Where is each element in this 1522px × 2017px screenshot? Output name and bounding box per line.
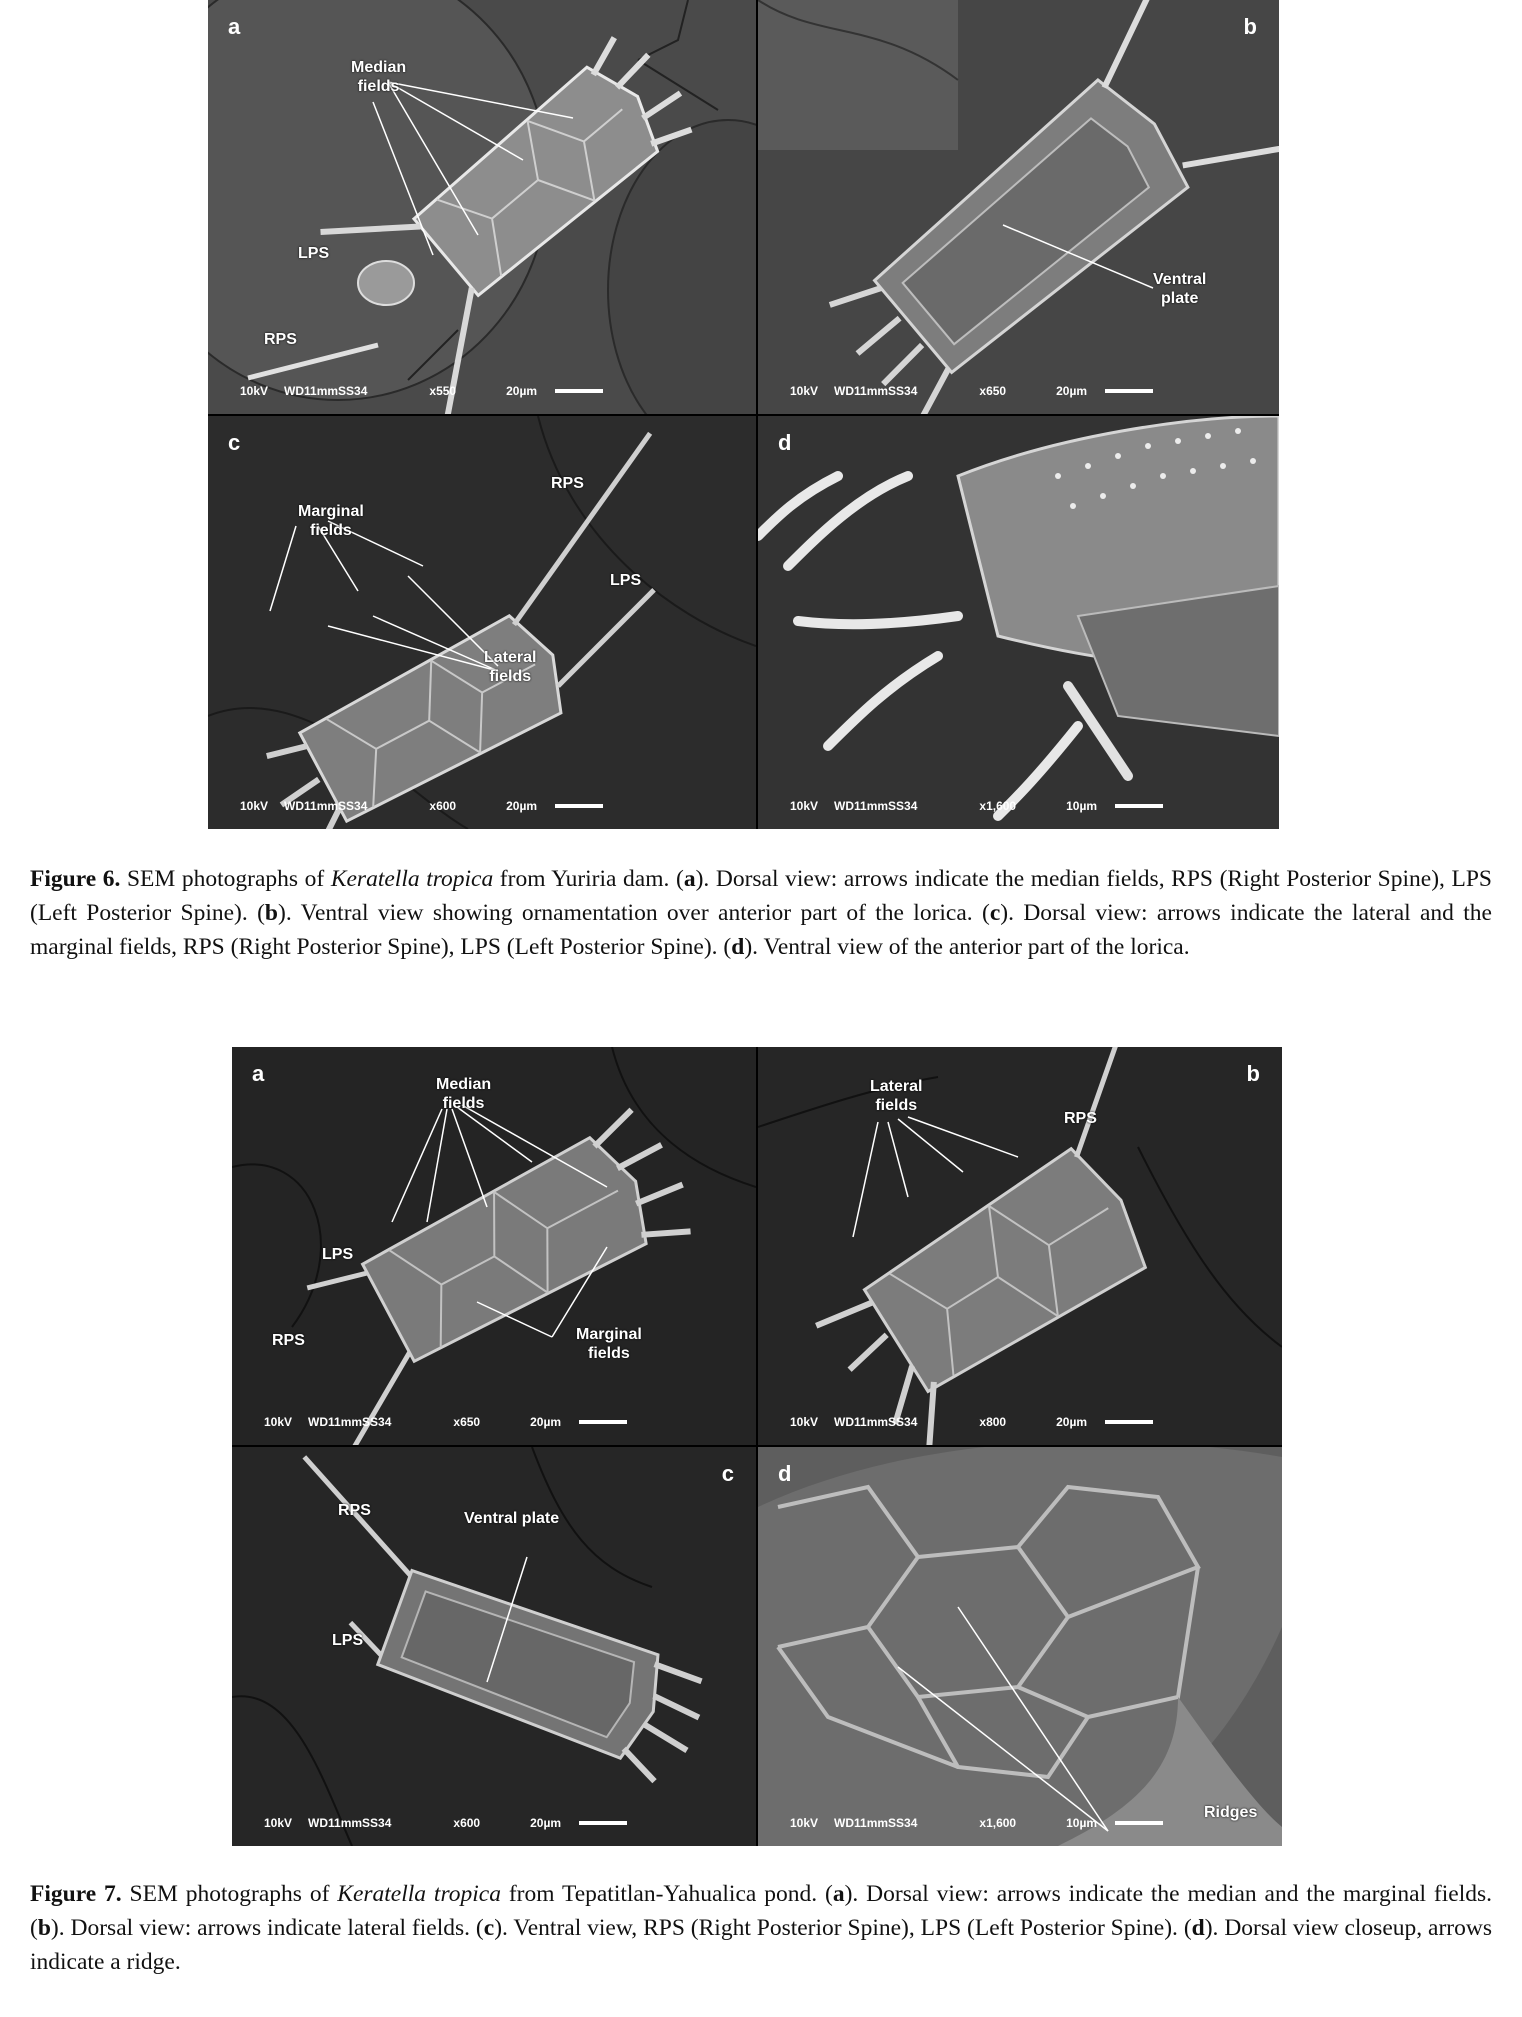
figure-label: Figure 6. <box>30 866 121 892</box>
voltage-text: 10kV <box>264 1415 293 1429</box>
panel-letter: d <box>778 1461 792 1486</box>
label-lateral-fields: Lateral fields <box>870 1078 923 1114</box>
caption-text: from Yuriria dam. ( <box>493 866 684 892</box>
panel-letter: a <box>228 14 241 39</box>
scale-info-bar <box>240 384 716 398</box>
label-ventral-plate: Ventral plate <box>464 1510 560 1527</box>
working-distance-text: WD11mmSS34 <box>834 1816 918 1830</box>
scale-length-text: 20µm <box>1056 1415 1088 1429</box>
panel-ref-a: a <box>683 866 696 892</box>
sem-image-dorsal-lorica-lateral <box>208 416 756 829</box>
sem-image-dorsal-lateral <box>758 1047 1282 1445</box>
label-marginal-fields: Marginal fields <box>298 503 364 539</box>
magnification-text: x800 <box>979 1415 1007 1429</box>
sem-image-ventral-lorica <box>758 0 1279 414</box>
caption-text: ). Dorsal view: arrows indicate the median fields, RPS (Right Posterior Spine), LPS (Left Posterior Spine). ( <box>30 866 1492 926</box>
voltage-text: 10kV <box>240 799 269 813</box>
voltage-text: 10kV <box>790 384 819 398</box>
sem-image-dorsal-lorica <box>208 0 756 414</box>
panel-letter: c <box>228 430 241 455</box>
caption-text: ). Dorsal view closeup, arrows indicate a ridge. <box>30 1915 1492 1975</box>
panel-letter: c <box>721 1461 734 1486</box>
label-ridges: Ridges <box>1204 1804 1258 1821</box>
scale-length-text: 20µm <box>506 384 538 398</box>
figure-7-panel-d <box>758 1447 1282 1846</box>
figure-7-panel-a <box>232 1047 756 1445</box>
label-lps: LPS <box>610 572 642 589</box>
scale-length-text: 20µm <box>1056 384 1088 398</box>
figure-6-sem-grid <box>208 0 1279 829</box>
label-rps: RPS <box>1064 1110 1097 1127</box>
voltage-text: 10kV <box>790 1816 819 1830</box>
caption-text: SEM photographs of <box>121 1881 338 1907</box>
label-lps: LPS <box>332 1632 364 1649</box>
panel-letter: a <box>252 1061 265 1086</box>
scale-length-text: 20µm <box>506 799 538 813</box>
caption-text: ). Dorsal view: arrows indicate the lateral and the marginal fields, RPS (Right Posterior Spine), LPS (Left Posterior Spine). ( <box>30 900 1492 960</box>
voltage-text: 10kV <box>240 384 269 398</box>
magnification-text: x650 <box>979 384 1007 398</box>
scale-bar <box>555 804 603 808</box>
working-distance-text: WD11mmSS34 <box>308 1415 392 1429</box>
magnification-text: x650 <box>453 1415 481 1429</box>
magnification-text: x1,600 <box>979 1816 1017 1830</box>
figure-7-sem-grid <box>232 1047 1282 1846</box>
working-distance-text: WD11mmSS34 <box>834 1415 918 1429</box>
label-lps: LPS <box>322 1246 354 1263</box>
label-lps: LPS <box>298 245 330 262</box>
scale-info-bar <box>264 1816 716 1830</box>
panel-ref-c: c <box>989 900 1001 926</box>
panel-letter: b <box>1246 1061 1260 1086</box>
label-rps: RPS <box>551 475 584 492</box>
label-rps: RPS <box>338 1502 371 1519</box>
sem-image-anterior-closeup <box>758 416 1279 829</box>
sem-image-dorsal-median-marginal <box>232 1047 756 1445</box>
magnification-text: x1,600 <box>979 799 1017 813</box>
scale-info-bar <box>790 384 1239 398</box>
working-distance-text: WD11mmSS34 <box>284 799 368 813</box>
panel-ref-b: b <box>37 1915 51 1941</box>
label-marginal-fields: Marginal fields <box>576 1326 642 1362</box>
magnification-text: x600 <box>429 799 457 813</box>
figure-6-panel-d <box>758 416 1279 829</box>
scale-bar <box>555 389 603 393</box>
scale-length-text: 10µm <box>1066 799 1098 813</box>
magnification-text: x600 <box>453 1816 481 1830</box>
label-ventral-plate: Ventral plate <box>1153 271 1207 307</box>
panel-ref-c: c <box>483 1915 495 1941</box>
scale-info-bar <box>790 1415 1242 1429</box>
label-lateral-fields: Lateral fields <box>484 649 537 685</box>
working-distance-text: WD11mmSS34 <box>834 384 918 398</box>
scale-info-bar <box>240 799 716 813</box>
scale-length-text: 20µm <box>530 1816 562 1830</box>
panel-ref-d: d <box>731 934 745 960</box>
figure-6-caption <box>30 862 1492 964</box>
caption-text: ). Ventral view, RPS (Right Posterior Spine), LPS (Left Posterior Spine). ( <box>494 1915 1192 1941</box>
figure-6-panel-b <box>758 0 1279 414</box>
panel-letter: d <box>778 430 792 455</box>
label-median-fields: Median fields <box>351 59 407 95</box>
panel-letter: b <box>1243 14 1257 39</box>
voltage-text: 10kV <box>790 1415 819 1429</box>
scale-bar <box>1105 1420 1153 1424</box>
scale-info-bar <box>790 799 1239 813</box>
sem-image-ridges-closeup <box>758 1447 1282 1846</box>
caption-text: ). Ventral view showing ornamentation over anterior part of the lorica. ( <box>278 900 990 926</box>
species-name: Keratella tropica <box>330 866 494 892</box>
figure-7-panel-c <box>232 1447 756 1846</box>
working-distance-text: WD11mmSS34 <box>834 799 918 813</box>
caption-text: from Tepatitlan-Yahualica pond. ( <box>500 1881 833 1907</box>
scale-length-text: 10µm <box>1066 1816 1098 1830</box>
scale-bar <box>579 1420 627 1424</box>
scale-bar <box>579 1821 627 1825</box>
caption-text: ). Dorsal view: arrows indicate the median and the marginal fields. ( <box>30 1881 1493 1941</box>
panel-ref-b: b <box>264 900 278 926</box>
voltage-text: 10kV <box>790 799 819 813</box>
label-rps: RPS <box>272 1332 305 1349</box>
figure-6-panel-a <box>208 0 756 414</box>
caption-text: ). Ventral view of the anterior part of the lorica. <box>744 934 1190 960</box>
label-rps: RPS <box>264 331 297 348</box>
scale-info-bar <box>264 1415 716 1429</box>
working-distance-text: WD11mmSS34 <box>284 384 368 398</box>
species-name: Keratella tropica <box>337 1881 501 1907</box>
caption-text: SEM photographs of <box>120 866 331 892</box>
panel-ref-a: a <box>832 1881 845 1907</box>
panel-ref-d: d <box>1191 1915 1205 1941</box>
magnification-text: x550 <box>429 384 457 398</box>
figure-7-caption <box>30 1877 1492 1979</box>
voltage-text: 10kV <box>264 1816 293 1830</box>
working-distance-text: WD11mmSS34 <box>308 1816 392 1830</box>
caption-text: ). Dorsal view: arrows indicate lateral fields. ( <box>50 1915 484 1941</box>
figure-7-panel-b <box>758 1047 1282 1445</box>
figure-label: Figure 7. <box>30 1881 122 1907</box>
scale-bar <box>1115 1821 1163 1825</box>
scale-info-bar <box>790 1816 1242 1830</box>
sem-image-ventral-view <box>232 1447 756 1846</box>
label-median-fields: Median fields <box>436 1076 492 1112</box>
figure-6-panel-c <box>208 416 756 829</box>
scale-length-text: 20µm <box>530 1415 562 1429</box>
scale-bar <box>1105 389 1153 393</box>
scale-bar <box>1115 804 1163 808</box>
